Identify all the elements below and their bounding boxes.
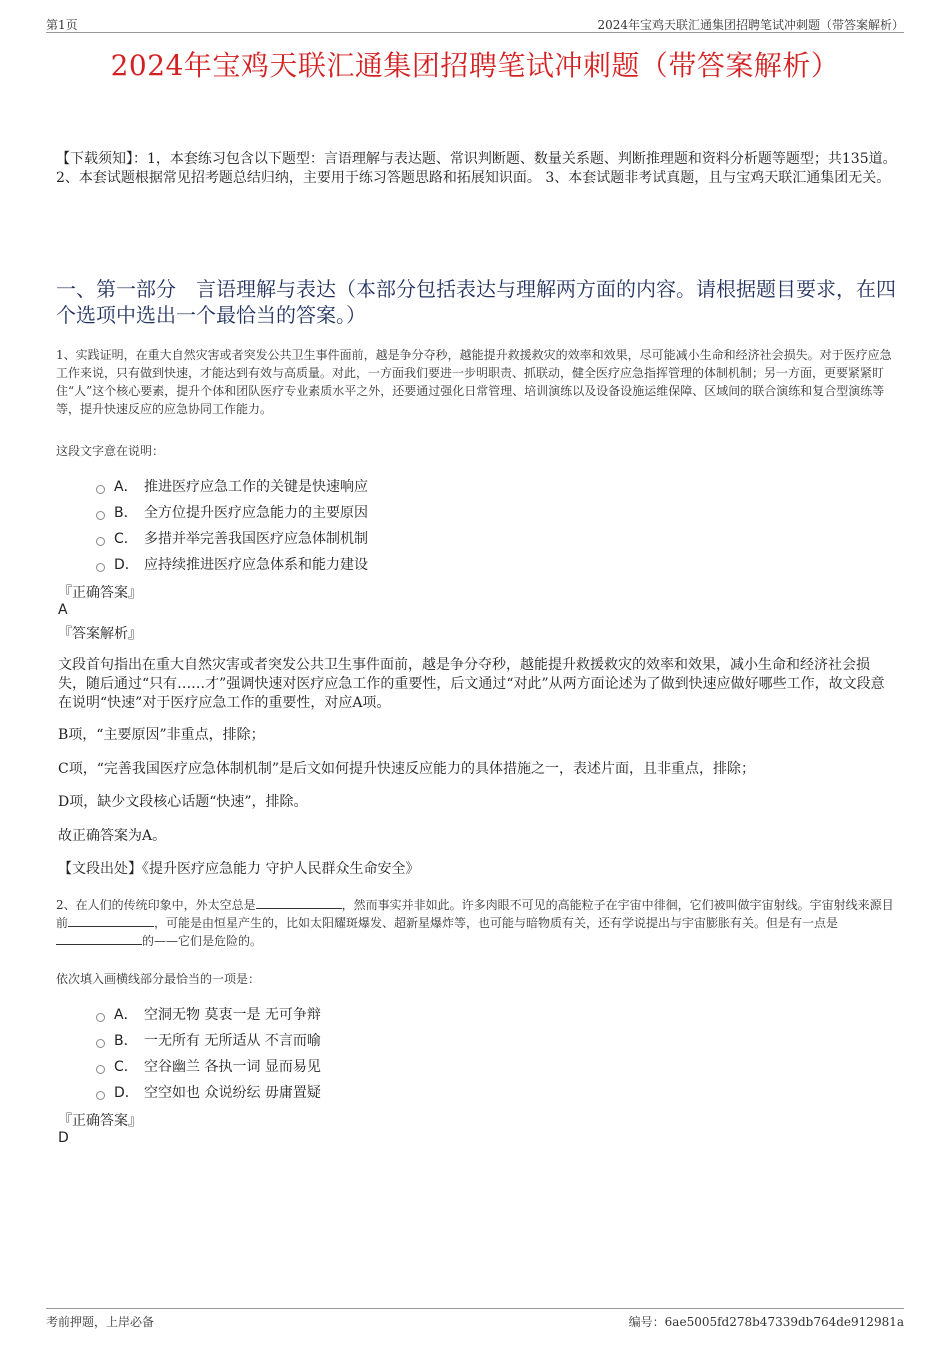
fill-blank xyxy=(56,932,142,945)
question-2-prompt: 依次填入画横线部分最恰当的一项是： xyxy=(56,972,261,986)
question-1-analysis-paragraph: 文段首句指出在重大自然灾害或者突发公共卫生事件面前，越是争分夺秒，越能提升救援救灾的效率和效果，减小生命和经济社会损失，随后通过“只有……才”强调快速对医疗应急工作的重要性，后文通过“对此”从两方面论述为了做到快速应做好哪些工作，故文段意在说明“快速”对于医疗应急工作的重要性，对应A项。 xyxy=(58,657,885,711)
radio-icon[interactable] xyxy=(96,511,105,520)
option-letter: D． xyxy=(114,1085,139,1101)
page-number: 第1页 xyxy=(46,18,78,32)
question-1-analysis-label: 『答案解析』 xyxy=(58,626,142,642)
section-title: 一、第一部分 言语理解与表达（本部分包括表达与理解两方面的内容。请根据题目要求，在四个选项中选出一个最恰当的答案。） xyxy=(56,277,896,327)
question-1-option-a[interactable] xyxy=(96,473,368,499)
question-2-options xyxy=(96,1001,321,1105)
option-text: 全方位提升医疗应急能力的主要原因 xyxy=(144,505,368,521)
option-text: 多措并举完善我国医疗应急体制机制 xyxy=(144,531,368,547)
question-1-options xyxy=(96,473,368,577)
option-letter: D． xyxy=(114,557,139,573)
question-1-stem: 1、实践证明，在重大自然灾害或者突发公共卫生事件面前，越是争分夺秒，越能提升救援救灾的效率和效果，尽可能减小生命和经济社会损失。对于医疗应急工作来说，只有做到快速，才能达到有效与高质量。对此，一方面我们要进一步明职责、抓联动，健全医疗应急指挥管理的体制机制；另一方面，更要紧紧盯住“人”这个核心要素，提升个体和团队医疗专业素质水平之外，还要通过强化日常管理、培训演练以及设备设施运维保障、区域间的联合演练和复合型演练等等，提升快速反应的应急协同工作能力。 xyxy=(56,348,892,416)
header-doc-title: 2024年宝鸡天联汇通集团招聘笔试冲刺题（带答案解析） xyxy=(597,18,904,32)
stem-text: ，然而事实并非如此。许多肉眼不可见的高能粒子在宇宙中徘徊，它们被叫做宇宙射线。宇宙射线来源目前 xyxy=(56,898,894,930)
option-text: 空谷幽兰 各执一词 显而易见 xyxy=(144,1059,321,1075)
header-rule xyxy=(46,32,904,33)
option-letter: C． xyxy=(114,1059,138,1075)
stem-text: 2、在人们的传统印象中，外太空总是 xyxy=(56,898,256,912)
option-letter: B． xyxy=(114,505,138,521)
question-1-analysis-c: C项，“完善我国医疗应急体制机制”是后文如何提升快速反应能力的具体措施之一，表述片面，且非重点，排除； xyxy=(58,761,756,777)
question-1-option-c[interactable] xyxy=(96,525,368,551)
option-text: 推进医疗应急工作的关键是快速响应 xyxy=(144,479,368,495)
question-1-answer: A xyxy=(58,602,68,618)
option-letter: A． xyxy=(114,1007,138,1023)
download-notice: 【下载须知】：1，本套练习包含以下题型：言语理解与表达题、常识判断题、数量关系题、判断推理题和资料分析题等题型；共135道。 2、本套试题根据常见招考题总结归纳，主要用于练习答题思路和拓展知识面。 3、本套试题非考试真题，且与宝鸡天联汇通集团无关。 xyxy=(56,151,897,186)
radio-icon[interactable] xyxy=(96,1013,105,1022)
option-letter: B． xyxy=(114,1033,138,1049)
option-letter: A． xyxy=(114,479,138,495)
page-title: 2024年宝鸡天联汇通集团招聘笔试冲刺题（带答案解析） xyxy=(110,49,840,82)
question-2-answer-label: 『正确答案』 xyxy=(58,1113,142,1129)
footer-slogan: 考前押题，上岸必备 xyxy=(46,1315,155,1329)
radio-icon[interactable] xyxy=(96,1065,105,1074)
question-2-stem xyxy=(56,896,902,950)
option-text: 应持续推进医疗应急体系和能力建设 xyxy=(144,557,368,573)
radio-icon[interactable] xyxy=(96,1039,105,1048)
question-2-option-b[interactable] xyxy=(96,1027,321,1053)
question-1-analysis-d: D项，缺少文段核心话题“快速”，排除。 xyxy=(58,794,308,810)
stem-text: 的——它们是危险的。 xyxy=(142,934,263,948)
question-1-prompt: 这段文字意在说明： xyxy=(56,444,165,458)
question-1-analysis-b: B项，“主要原因”非重点，排除； xyxy=(58,727,265,743)
option-letter: C． xyxy=(114,531,138,547)
question-1-analysis-conclusion: 故正确答案为A。 xyxy=(58,828,167,844)
question-1-source: 【文段出处】《提升医疗应急能力 守护人民群众生命安全》 xyxy=(58,861,420,877)
footer-rule xyxy=(46,1308,904,1309)
option-text: 空洞无物 莫衷一是 无可争辩 xyxy=(144,1007,321,1023)
radio-icon[interactable] xyxy=(96,485,105,494)
question-2-option-c[interactable] xyxy=(96,1053,321,1079)
radio-icon[interactable] xyxy=(96,563,105,572)
stem-text: ，可能是由恒星产生的，比如太阳耀斑爆发、超新星爆炸等，也可能与暗物质有关，还有学说提出与宇宙膨胀有关。但是有一点是 xyxy=(154,916,839,930)
question-1-option-d[interactable] xyxy=(96,551,368,577)
question-1-option-b[interactable] xyxy=(96,499,368,525)
question-1-answer-label: 『正确答案』 xyxy=(58,585,142,601)
option-text: 空空如也 众说纷纭 毋庸置疑 xyxy=(144,1085,321,1101)
fill-blank xyxy=(68,914,154,927)
footer-doc-id: 编号：6ae5005fd278b47339db764de912981a xyxy=(628,1315,904,1329)
fill-blank xyxy=(256,896,342,909)
radio-icon[interactable] xyxy=(96,1091,105,1100)
question-2-option-a[interactable] xyxy=(96,1001,321,1027)
radio-icon[interactable] xyxy=(96,537,105,546)
question-2-option-d[interactable] xyxy=(96,1079,321,1105)
question-2-answer: D xyxy=(58,1130,69,1146)
option-text: 一无所有 无所适从 不言而喻 xyxy=(144,1033,321,1049)
